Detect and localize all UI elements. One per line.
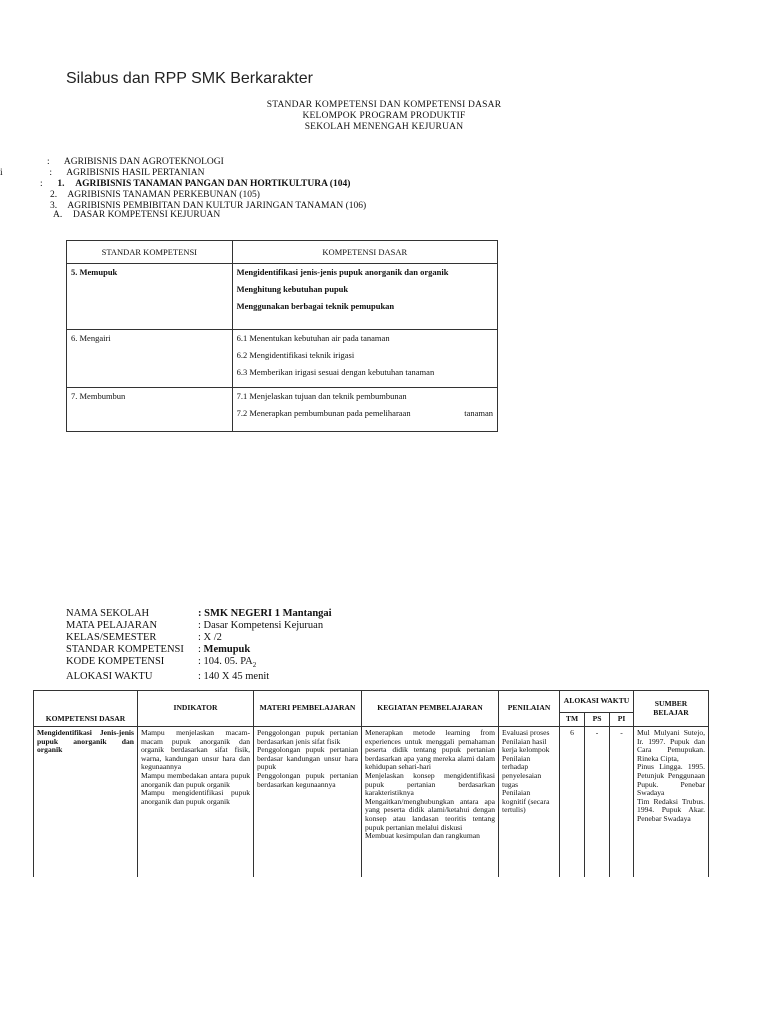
header-pi: PI bbox=[610, 713, 634, 727]
table-row bbox=[34, 727, 709, 877]
kd-item: Mengidentifikasi jenis-jenis pupuk anorganik dan organik bbox=[236, 267, 449, 277]
kd-item: 7.1 Menjelaskan tujuan dan teknik pembumbunan bbox=[236, 391, 407, 401]
program-keahlian-2: AGRIBISNIS TANAMAN PERKEBUNAN (105) bbox=[67, 190, 260, 200]
penilaian-item: Penilaian kognitif (secara tertulis) bbox=[502, 788, 550, 815]
info-value: Memupuk bbox=[203, 644, 251, 655]
cell-tm: 6 bbox=[560, 727, 585, 877]
header-sumber: SUMBER BELAJAR bbox=[634, 691, 709, 727]
cell-sumber bbox=[634, 727, 709, 877]
info-value: : 140 X 45 menit bbox=[198, 671, 270, 683]
kegiatan-item: Membuat kesimpulan dan rangkuman bbox=[365, 831, 480, 841]
page-title: Silabus dan RPP SMK Berkarakter bbox=[66, 70, 313, 87]
table-row bbox=[67, 388, 498, 432]
penilaian-item: Penilaian terhadap penyelesaian tugas bbox=[502, 753, 542, 789]
header-kompetensi-dasar: KOMPETENSI DASAR bbox=[34, 691, 138, 727]
kd-item bbox=[237, 408, 493, 418]
info-label: ALOKASI WAKTU bbox=[66, 671, 153, 683]
kegiatan-item: Menjelaskan konsep mengidentifikasi pupuk pertanian berdasarkan karakteristiknya bbox=[365, 770, 495, 798]
program-num: 1. bbox=[57, 179, 65, 189]
program-keahlian-3: AGRIBISNIS PEMBIBITAN DAN KULTUR JARINGAN TANAMAN (106) bbox=[67, 201, 367, 211]
sumber-item: Pinus Lingga. 1995. Petunjuk Penggunaan Pupuk. Penebar Swadaya bbox=[637, 762, 706, 798]
header-line-2: KELOMPOK PROGRAM PRODUKTIF bbox=[302, 111, 466, 121]
kd-item-text: 7.2 Menerapkan pembumbunan pada pemeliharaan bbox=[236, 408, 411, 418]
cell-pi: - bbox=[610, 727, 634, 877]
cell-indikator bbox=[138, 727, 254, 877]
program-bidang: AGRIBISNIS DAN AGROTEKNOLOGI bbox=[63, 157, 224, 167]
indikator-item: Mampu menjelaskan macam-macam pupuk anorganik dan organik berdasarkan sifat fisik, warna, kandungan unsur hara dan kegunaannya bbox=[141, 728, 250, 772]
header-tm: TM bbox=[560, 713, 585, 727]
header-line-1: STANDAR KOMPETENSI DAN KOMPETENSI DASAR bbox=[266, 100, 502, 110]
program-list bbox=[0, 0, 768, 230]
info-value: : 104. 05. PA bbox=[198, 656, 253, 667]
program-mark: i bbox=[0, 168, 3, 178]
basic-competency-cell bbox=[232, 330, 497, 388]
cell-kegiatan bbox=[362, 727, 499, 877]
info-value: : bbox=[198, 644, 204, 655]
info-label: NAMA SEKOLAH bbox=[66, 608, 150, 619]
table-row bbox=[67, 330, 498, 388]
header-alokasi: ALOKASI WAKTU bbox=[560, 691, 634, 713]
header-kegiatan: KEGIATAN PEMBELAJARAN bbox=[362, 691, 499, 727]
kd-item-text: tanaman bbox=[464, 408, 493, 418]
header-line-3: SEKOLAH MENENGAH KEJURUAN bbox=[304, 122, 464, 132]
program-colon: : bbox=[47, 157, 50, 167]
program-num: 3. bbox=[50, 201, 58, 211]
info-value: : Dasar Kompetensi Kejuruan bbox=[198, 620, 324, 631]
kd-item: 6.2 Mengidentifikasi teknik irigasi bbox=[236, 350, 355, 360]
program-studi: AGRIBISNIS HASIL PERTANIAN bbox=[66, 168, 205, 178]
materi-item: Penggolongan pupuk pertanian berdasar kandungan unsur hara pupuk bbox=[257, 745, 358, 772]
table-header-kd: KOMPETENSI DASAR bbox=[232, 241, 497, 264]
header-materi: MATERI PEMBELAJARAN bbox=[254, 691, 362, 727]
table-header-sk: STANDAR KOMPETENSI bbox=[67, 241, 233, 264]
kd-item: Menghitung kebutuhan pupuk bbox=[236, 284, 349, 294]
info-value: : SMK NEGERI 1 Mantangai bbox=[198, 608, 332, 619]
header-indikator: INDIKATOR bbox=[138, 691, 254, 727]
program-num: 2. bbox=[50, 190, 58, 200]
cell-penilaian bbox=[499, 727, 560, 877]
program-section: DASAR KOMPETENSI KEJURUAN bbox=[73, 210, 221, 220]
penilaian-item: Penilaian hasil kerja kelompok bbox=[502, 736, 550, 755]
kd-item: Menggunakan berbagai teknik pemupukan bbox=[236, 301, 395, 311]
cell-materi bbox=[254, 727, 362, 877]
cell-ps: - bbox=[585, 727, 610, 877]
info-label: STANDAR KOMPETENSI bbox=[66, 644, 184, 655]
indikator-item: Mampu mengidentifikasi pupuk anorganik dan pupuk organik bbox=[141, 788, 250, 806]
info-label: MATA PELAJARAN bbox=[66, 620, 158, 631]
penilaian-item: Evaluasi proses bbox=[502, 728, 550, 737]
kd-item: 6.1 Menentukan kebutuhan air pada tanaman bbox=[236, 333, 390, 343]
kd-item: 6.3 Memberikan irigasi sesuai dengan kebutuhan tanaman bbox=[236, 367, 435, 377]
program-keahlian-1: AGRIBISNIS TANAMAN PANGAN DAN HORTIKULTURA (104) bbox=[75, 179, 351, 189]
kegiatan-item: Mengaitkan/menghubungkan antara apa yang peserta didik alami/ketahui dengan konsep atau landasan teoritis tentang pupuk pertanian melalui diskusi bbox=[365, 796, 495, 832]
standard-cell: 5. Memupuk bbox=[67, 264, 233, 330]
info-value-sub: 2 bbox=[252, 661, 257, 670]
program-colon: : bbox=[40, 179, 43, 189]
basic-competency-cell bbox=[232, 264, 497, 330]
sumber-item: Mul Mulyani Sutejo, Ir. 1997. Pupuk dan Cara Pemupukan. Rineka Cipta, bbox=[637, 728, 706, 763]
materi-item: Penggolongan pupuk pertanian berdasarkan kegunaannya bbox=[257, 770, 358, 789]
syllabus-table bbox=[33, 690, 709, 877]
school-info bbox=[66, 608, 332, 683]
info-label: KELAS/SEMESTER bbox=[66, 632, 157, 643]
info-value: : X /2 bbox=[198, 632, 222, 643]
table-row bbox=[67, 264, 498, 330]
cell-kd: Mengidentifikasi Jenis-jenis pupuk anorganik dan organik bbox=[34, 727, 138, 877]
program-colon: : bbox=[49, 168, 53, 178]
standard-cell: 6. Mengairi bbox=[67, 330, 233, 388]
header-penilaian: PENILAIAN bbox=[499, 691, 560, 727]
kegiatan-item: Menerapkan metode learning from experiences untuk menggali pemahaman peserta didik tentang pupuk pertanian berdasarkan apa yang mereka alami dalam kehidupan sehari-hari bbox=[365, 728, 495, 772]
standard-cell: 7. Membumbun bbox=[67, 388, 233, 432]
sumber-item: Tim Redaksi Trubus. 1994. Pupuk Akar. Penebar Swadaya bbox=[637, 796, 706, 823]
program-num: A. bbox=[53, 210, 63, 220]
basic-competency-cell bbox=[232, 388, 497, 432]
info-label: KODE KOMPETENSI bbox=[66, 656, 165, 667]
header-ps: PS bbox=[585, 713, 610, 727]
competency-table bbox=[66, 240, 498, 432]
indikator-item: Mampu membedakan antara pupuk anorganik dan pupuk organik bbox=[141, 770, 250, 789]
materi-item: Penggolongan pupuk pertanian berdasarkan jenis sifat fisik bbox=[257, 728, 358, 746]
